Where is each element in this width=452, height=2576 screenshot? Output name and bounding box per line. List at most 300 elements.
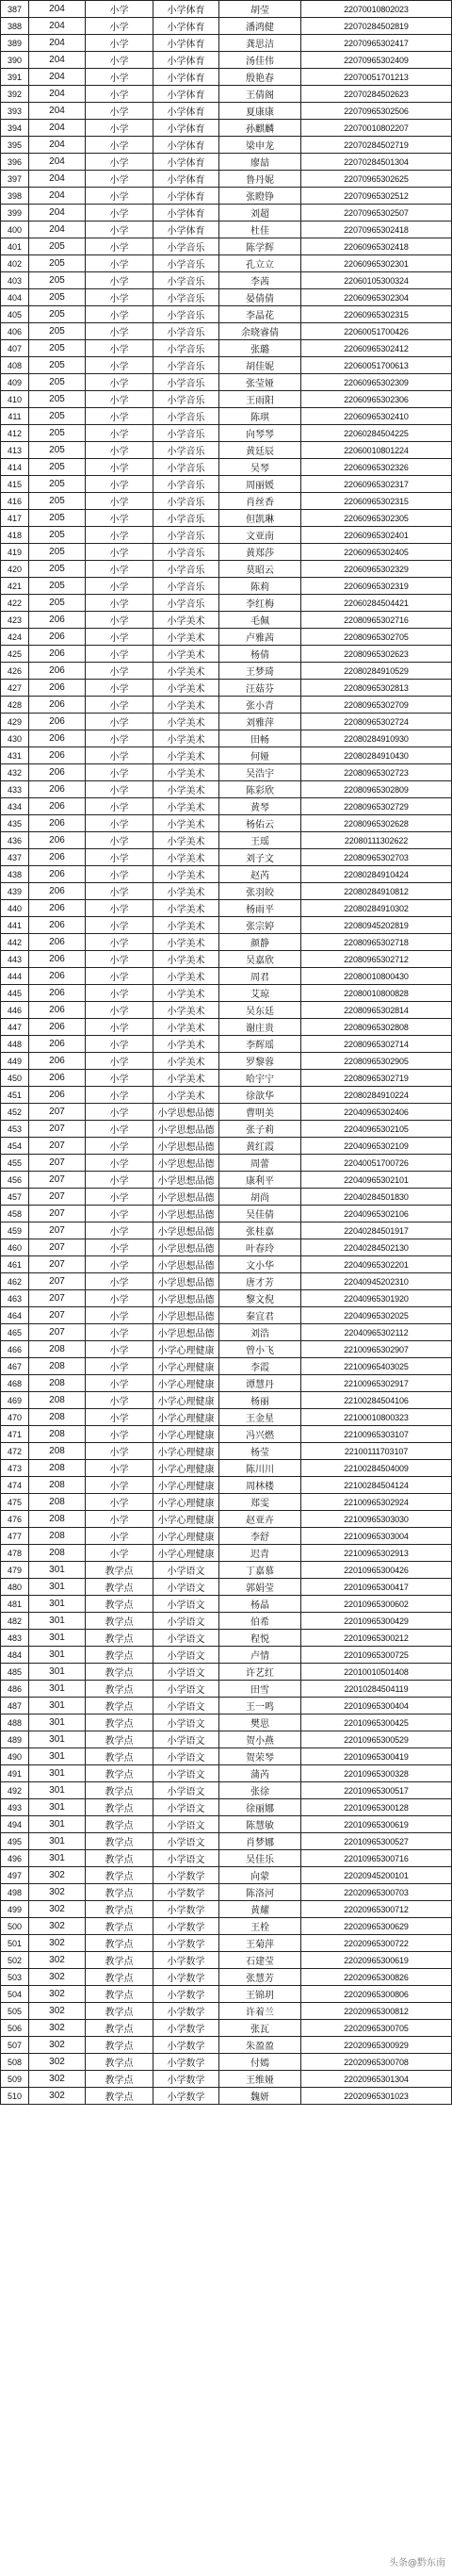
exam-number-cell: 22080284910812: [301, 883, 452, 900]
subject-cell: 小学数学: [153, 1986, 219, 2003]
row-number-cell: 482: [1, 1613, 29, 1630]
exam-number-cell: 22060965302306: [301, 391, 452, 408]
row-number-cell: 393: [1, 103, 29, 120]
row-number-cell: 467: [1, 1358, 29, 1375]
subject-cell: 小学音乐: [153, 476, 219, 493]
subject-cell: 小学思想品德: [153, 1273, 219, 1290]
candidate-name-cell: 孔立立: [219, 255, 301, 272]
candidate-name-cell: 王栓: [219, 1918, 301, 1935]
candidate-name-cell: 周丽媛: [219, 476, 301, 493]
table-row: [1, 1613, 452, 1630]
position-code-cell: 205: [29, 476, 86, 493]
subject-cell: 小学音乐: [153, 527, 219, 544]
exam-number-cell: 22060965302405: [301, 544, 452, 561]
school-type-cell: 小学: [86, 900, 153, 917]
position-code-cell: 207: [29, 1222, 86, 1239]
subject-cell: 小学音乐: [153, 544, 219, 561]
school-type-cell: 小学: [86, 459, 153, 476]
row-number-cell: 500: [1, 1918, 29, 1935]
row-number-cell: 466: [1, 1341, 29, 1358]
row-number-cell: 493: [1, 1799, 29, 1816]
row-number-cell: 432: [1, 764, 29, 781]
exam-number-cell: 22040284501830: [301, 1189, 452, 1206]
row-number-cell: 477: [1, 1528, 29, 1545]
exam-number-cell: 22010965300725: [301, 1647, 452, 1664]
row-number-cell: 496: [1, 1850, 29, 1867]
position-code-cell: 301: [29, 1630, 86, 1647]
position-code-cell: 205: [29, 544, 86, 561]
school-type-cell: 小学: [86, 544, 153, 561]
school-type-cell: 小学: [86, 968, 153, 985]
school-type-cell: 小学: [86, 103, 153, 120]
row-number-cell: 474: [1, 1477, 29, 1494]
subject-cell: 小学音乐: [153, 510, 219, 527]
table-row: [1, 1087, 452, 1104]
exam-number-cell: 22100965302913: [301, 1545, 452, 1562]
position-code-cell: 204: [29, 154, 86, 171]
exam-number-cell: 22060965302329: [301, 561, 452, 578]
table-row: [1, 1935, 452, 1952]
candidate-name-cell: 黄耀: [219, 1901, 301, 1918]
school-type-cell: 小学: [86, 1494, 153, 1511]
school-type-cell: 小学: [86, 815, 153, 832]
exam-number-cell: 22020945200101: [301, 1867, 452, 1884]
position-code-cell: 205: [29, 391, 86, 408]
position-code-cell: 206: [29, 900, 86, 917]
candidate-name-cell: 刘雅萍: [219, 714, 301, 730]
school-type-cell: 教学点: [86, 1765, 153, 1782]
candidate-name-cell: 张莹娅: [219, 374, 301, 391]
exam-number-cell: 22070965302418: [301, 222, 452, 238]
subject-cell: 小学美术: [153, 764, 219, 781]
school-type-cell: 小学: [86, 120, 153, 137]
exam-number-cell: 22060051700426: [301, 323, 452, 340]
subject-cell: 小学数学: [153, 2071, 219, 2088]
subject-cell: 小学思想品德: [153, 1222, 219, 1239]
position-code-cell: 302: [29, 1867, 86, 1884]
row-number-cell: 449: [1, 1053, 29, 1070]
table-row: [1, 1562, 452, 1579]
subject-cell: 小学语文: [153, 1765, 219, 1782]
table-row: [1, 1036, 452, 1053]
row-number-cell: 446: [1, 1002, 29, 1019]
candidate-name-cell: 杨佑云: [219, 815, 301, 832]
table-row: [1, 2054, 452, 2071]
candidate-name-cell: 黄琴: [219, 798, 301, 815]
row-number-cell: 405: [1, 306, 29, 323]
candidate-name-cell: 刘超: [219, 205, 301, 222]
subject-cell: 小学美术: [153, 663, 219, 680]
school-type-cell: 小学: [86, 408, 153, 425]
candidate-name-cell: 王雨阳: [219, 391, 301, 408]
candidate-name-cell: 李红梅: [219, 595, 301, 612]
school-type-cell: 小学: [86, 1070, 153, 1087]
row-number-cell: 388: [1, 18, 29, 35]
school-type-cell: 教学点: [86, 1664, 153, 1681]
exam-number-cell: 22020965300708: [301, 2054, 452, 2071]
row-number-cell: 453: [1, 1121, 29, 1138]
candidate-name-cell: 杨莹: [219, 1443, 301, 1460]
subject-cell: 小学音乐: [153, 323, 219, 340]
row-number-cell: 492: [1, 1782, 29, 1799]
subject-cell: 小学美术: [153, 680, 219, 697]
school-type-cell: 小学: [86, 205, 153, 222]
table-row: [1, 205, 452, 222]
table-row: [1, 1324, 452, 1341]
table-row: [1, 442, 452, 459]
subject-cell: 小学思想品德: [153, 1256, 219, 1273]
subject-cell: 小学语文: [153, 1833, 219, 1850]
school-type-cell: 小学: [86, 527, 153, 544]
table-row: [1, 1460, 452, 1477]
candidate-name-cell: 徐歆华: [219, 1087, 301, 1104]
table-row: [1, 137, 452, 154]
subject-cell: 小学体育: [153, 188, 219, 205]
candidate-name-cell: 曾小飞: [219, 1341, 301, 1358]
row-number-cell: 465: [1, 1324, 29, 1341]
subject-cell: 小学体育: [153, 103, 219, 120]
subject-cell: 小学思想品德: [153, 1324, 219, 1341]
subject-cell: 小学体育: [153, 35, 219, 52]
school-type-cell: 教学点: [86, 2088, 153, 2105]
candidate-name-cell: 迟青: [219, 1545, 301, 1562]
exam-number-cell: 22080965302724: [301, 714, 452, 730]
position-code-cell: 206: [29, 832, 86, 849]
row-number-cell: 418: [1, 527, 29, 544]
table-row: [1, 1918, 452, 1935]
position-code-cell: 301: [29, 1765, 86, 1782]
position-code-cell: 207: [29, 1290, 86, 1307]
candidate-name-cell: 郑雯: [219, 1494, 301, 1511]
candidate-name-cell: 罗黎蓉: [219, 1053, 301, 1070]
school-type-cell: 小学: [86, 1443, 153, 1460]
subject-cell: 小学语文: [153, 1630, 219, 1647]
row-number-cell: 421: [1, 578, 29, 595]
candidate-name-cell: 胡尚: [219, 1189, 301, 1206]
table-row: [1, 1019, 452, 1036]
row-number-cell: 495: [1, 1833, 29, 1850]
subject-cell: 小学数学: [153, 1918, 219, 1935]
row-number-cell: 397: [1, 171, 29, 188]
position-code-cell: 207: [29, 1172, 86, 1189]
table-row: [1, 52, 452, 69]
table-row: [1, 747, 452, 764]
subject-cell: 小学数学: [153, 2020, 219, 2037]
row-number-cell: 491: [1, 1765, 29, 1782]
exam-number-cell: 22060965302305: [301, 510, 452, 527]
position-code-cell: 206: [29, 798, 86, 815]
exam-number-cell: 22100965303030: [301, 1511, 452, 1528]
school-type-cell: 小学: [86, 985, 153, 1002]
school-type-cell: 小学: [86, 272, 153, 289]
row-number-cell: 461: [1, 1256, 29, 1273]
exam-number-cell: 22080965302714: [301, 1036, 452, 1053]
exam-number-cell: 22040965302112: [301, 1324, 452, 1341]
subject-cell: 小学思想品德: [153, 1155, 219, 1172]
table-row: [1, 714, 452, 730]
subject-cell: 小学音乐: [153, 255, 219, 272]
position-code-cell: 302: [29, 2003, 86, 2020]
subject-cell: 小学音乐: [153, 357, 219, 374]
table-row: [1, 1138, 452, 1155]
table-row: [1, 1765, 452, 1782]
exam-number-cell: 22010965300404: [301, 1698, 452, 1715]
row-number-cell: 510: [1, 2088, 29, 2105]
exam-number-cell: 22100965403025: [301, 1358, 452, 1375]
subject-cell: 小学语文: [153, 1698, 219, 1715]
subject-cell: 小学语文: [153, 1799, 219, 1816]
candidate-name-cell: 冯兴燃: [219, 1426, 301, 1443]
exam-number-cell: 22100010800323: [301, 1409, 452, 1426]
table-row: [1, 1426, 452, 1443]
subject-cell: 小学思想品德: [153, 1189, 219, 1206]
table-row: [1, 391, 452, 408]
table-row: [1, 1239, 452, 1256]
subject-cell: 小学语文: [153, 1782, 219, 1799]
school-type-cell: 教学点: [86, 1799, 153, 1816]
exam-number-cell: 22060965302319: [301, 578, 452, 595]
school-type-cell: 教学点: [86, 1918, 153, 1935]
exam-number-cell: 22010965300619: [301, 1816, 452, 1833]
table-row: [1, 255, 452, 272]
school-type-cell: 小学: [86, 951, 153, 968]
candidate-name-cell: 郭娟莹: [219, 1579, 301, 1596]
school-type-cell: 小学: [86, 1358, 153, 1375]
table-row: [1, 1341, 452, 1358]
subject-cell: 小学心理健康: [153, 1477, 219, 1494]
table-row: [1, 1172, 452, 1189]
table-row: [1, 1833, 452, 1850]
table-row: [1, 1392, 452, 1409]
table-row: [1, 883, 452, 900]
school-type-cell: 小学: [86, 595, 153, 612]
school-type-cell: 小学: [86, 510, 153, 527]
position-code-cell: 206: [29, 951, 86, 968]
row-number-cell: 435: [1, 815, 29, 832]
exam-number-cell: 22080965302716: [301, 612, 452, 629]
candidate-name-cell: 但凯琳: [219, 510, 301, 527]
candidate-name-cell: 汤佳伟: [219, 52, 301, 69]
subject-cell: 小学语文: [153, 1748, 219, 1765]
position-code-cell: 206: [29, 883, 86, 900]
table-row: [1, 289, 452, 306]
candidate-name-cell: 张桂嘉: [219, 1222, 301, 1239]
position-code-cell: 206: [29, 1019, 86, 1036]
school-type-cell: 小学: [86, 561, 153, 578]
candidate-name-cell: 向琴琴: [219, 425, 301, 442]
candidate-name-cell: 陈川川: [219, 1460, 301, 1477]
subject-cell: 小学美术: [153, 900, 219, 917]
position-code-cell: 207: [29, 1104, 86, 1121]
row-number-cell: 506: [1, 2020, 29, 2037]
exam-number-cell: 22020965300705: [301, 2020, 452, 2037]
candidate-name-cell: 黄红霞: [219, 1138, 301, 1155]
position-code-cell: 208: [29, 1409, 86, 1426]
school-type-cell: 小学: [86, 1273, 153, 1290]
position-code-cell: 205: [29, 510, 86, 527]
table-row: [1, 1290, 452, 1307]
table-row: [1, 1545, 452, 1562]
row-number-cell: 486: [1, 1681, 29, 1698]
position-code-cell: 302: [29, 2020, 86, 2037]
position-code-cell: 208: [29, 1443, 86, 1460]
exam-number-cell: 22070051701213: [301, 69, 452, 86]
subject-cell: 小学美术: [153, 985, 219, 1002]
table-row: [1, 561, 452, 578]
row-number-cell: 414: [1, 459, 29, 476]
position-code-cell: 206: [29, 747, 86, 764]
school-type-cell: 小学: [86, 476, 153, 493]
row-number-cell: 389: [1, 35, 29, 52]
exam-number-cell: 22080284910930: [301, 730, 452, 747]
school-type-cell: 教学点: [86, 1969, 153, 1986]
school-type-cell: 小学: [86, 612, 153, 629]
position-code-cell: 205: [29, 561, 86, 578]
exam-number-cell: 22020965300806: [301, 1986, 452, 2003]
position-code-cell: 301: [29, 1799, 86, 1816]
exam-number-cell: 22080010800430: [301, 968, 452, 985]
candidate-name-cell: 卢雅茜: [219, 629, 301, 646]
exam-number-cell: 22080965302813: [301, 680, 452, 697]
table-row: [1, 1053, 452, 1070]
row-number-cell: 478: [1, 1545, 29, 1562]
subject-cell: 小学美术: [153, 951, 219, 968]
candidate-name-cell: 殷艳春: [219, 69, 301, 86]
subject-cell: 小学体育: [153, 52, 219, 69]
subject-cell: 小学音乐: [153, 493, 219, 510]
school-type-cell: 小学: [86, 188, 153, 205]
row-number-cell: 411: [1, 408, 29, 425]
exam-number-cell: 22060965302304: [301, 289, 452, 306]
table-row: [1, 171, 452, 188]
table-row: [1, 272, 452, 289]
row-number-cell: 431: [1, 747, 29, 764]
table-row: [1, 323, 452, 340]
subject-cell: 小学美术: [153, 1087, 219, 1104]
candidate-name-cell: 陈琪: [219, 408, 301, 425]
candidate-name-cell: 卢情: [219, 1647, 301, 1664]
position-code-cell: 207: [29, 1273, 86, 1290]
school-type-cell: 小学: [86, 357, 153, 374]
candidate-name-cell: 梁申龙: [219, 137, 301, 154]
school-type-cell: 小学: [86, 1189, 153, 1206]
position-code-cell: 205: [29, 306, 86, 323]
candidate-name-cell: 曹明美: [219, 1104, 301, 1121]
subject-cell: 小学数学: [153, 2054, 219, 2071]
row-number-cell: 456: [1, 1172, 29, 1189]
subject-cell: 小学体育: [153, 69, 219, 86]
position-code-cell: 302: [29, 1935, 86, 1952]
candidate-name-cell: 张璐: [219, 340, 301, 357]
position-code-cell: 205: [29, 578, 86, 595]
table-row: [1, 1681, 452, 1698]
exam-number-cell: 22010965300429: [301, 1613, 452, 1630]
exam-number-cell: 22040965302105: [301, 1121, 452, 1138]
school-type-cell: 小学: [86, 1511, 153, 1528]
exam-number-cell: 22010965300212: [301, 1630, 452, 1647]
school-type-cell: 小学: [86, 663, 153, 680]
position-code-cell: 204: [29, 120, 86, 137]
table-row: [1, 1222, 452, 1239]
exam-number-cell: 22040965301920: [301, 1290, 452, 1307]
subject-cell: 小学心理健康: [153, 1443, 219, 1460]
row-number-cell: 462: [1, 1273, 29, 1290]
table-row: [1, 1273, 452, 1290]
exam-number-cell: 22080965302703: [301, 849, 452, 866]
school-type-cell: 小学: [86, 764, 153, 781]
subject-cell: 小学体育: [153, 205, 219, 222]
school-type-cell: 小学: [86, 781, 153, 798]
subject-cell: 小学心理健康: [153, 1426, 219, 1443]
candidate-name-cell: 文亚南: [219, 527, 301, 544]
candidate-name-cell: 王锦玥: [219, 1986, 301, 2003]
position-code-cell: 302: [29, 1901, 86, 1918]
table-row: [1, 849, 452, 866]
exam-number-cell: 22040284501917: [301, 1222, 452, 1239]
candidate-name-cell: 秦宜君: [219, 1307, 301, 1324]
school-type-cell: 小学: [86, 1104, 153, 1121]
subject-cell: 小学心理健康: [153, 1511, 219, 1528]
exam-number-cell: 22060051700613: [301, 357, 452, 374]
candidate-name-cell: 胡佳妮: [219, 357, 301, 374]
candidate-name-cell: 何娅: [219, 747, 301, 764]
exam-number-cell: 22060010801224: [301, 442, 452, 459]
candidate-name-cell: 王菊萍: [219, 1935, 301, 1952]
table-row: [1, 1256, 452, 1273]
position-code-cell: 206: [29, 714, 86, 730]
position-code-cell: 205: [29, 357, 86, 374]
table-row: [1, 1664, 452, 1681]
school-type-cell: 小学: [86, 493, 153, 510]
row-number-cell: 437: [1, 849, 29, 866]
position-code-cell: 205: [29, 408, 86, 425]
position-code-cell: 206: [29, 917, 86, 934]
row-number-cell: 502: [1, 1952, 29, 1969]
school-type-cell: 小学: [86, 832, 153, 849]
position-code-cell: 301: [29, 1562, 86, 1579]
exam-number-cell: 22010965300527: [301, 1833, 452, 1850]
exam-number-cell: 22100965302917: [301, 1375, 452, 1392]
subject-cell: 小学思想品德: [153, 1239, 219, 1256]
table-row: [1, 86, 452, 103]
exam-number-cell: 22040965302406: [301, 1104, 452, 1121]
subject-cell: 小学语文: [153, 1816, 219, 1833]
exam-number-cell: 22080965302623: [301, 646, 452, 663]
candidate-name-cell: 贺小燕: [219, 1731, 301, 1748]
row-number-cell: 439: [1, 883, 29, 900]
position-code-cell: 205: [29, 323, 86, 340]
table-row: [1, 425, 452, 442]
school-type-cell: 小学: [86, 1256, 153, 1273]
exam-number-cell: 22080284910302: [301, 900, 452, 917]
row-number-cell: 434: [1, 798, 29, 815]
row-number-cell: 398: [1, 188, 29, 205]
position-code-cell: 206: [29, 849, 86, 866]
school-type-cell: 小学: [86, 917, 153, 934]
subject-cell: 小学音乐: [153, 459, 219, 476]
row-number-cell: 489: [1, 1731, 29, 1748]
table-row: [1, 2020, 452, 2037]
school-type-cell: 小学: [86, 340, 153, 357]
position-code-cell: 207: [29, 1121, 86, 1138]
position-code-cell: 206: [29, 680, 86, 697]
candidate-name-cell: 艾琼: [219, 985, 301, 1002]
position-code-cell: 206: [29, 1087, 86, 1104]
table-row: [1, 968, 452, 985]
row-number-cell: 488: [1, 1715, 29, 1731]
row-number-cell: 440: [1, 900, 29, 917]
table-row: [1, 1070, 452, 1087]
